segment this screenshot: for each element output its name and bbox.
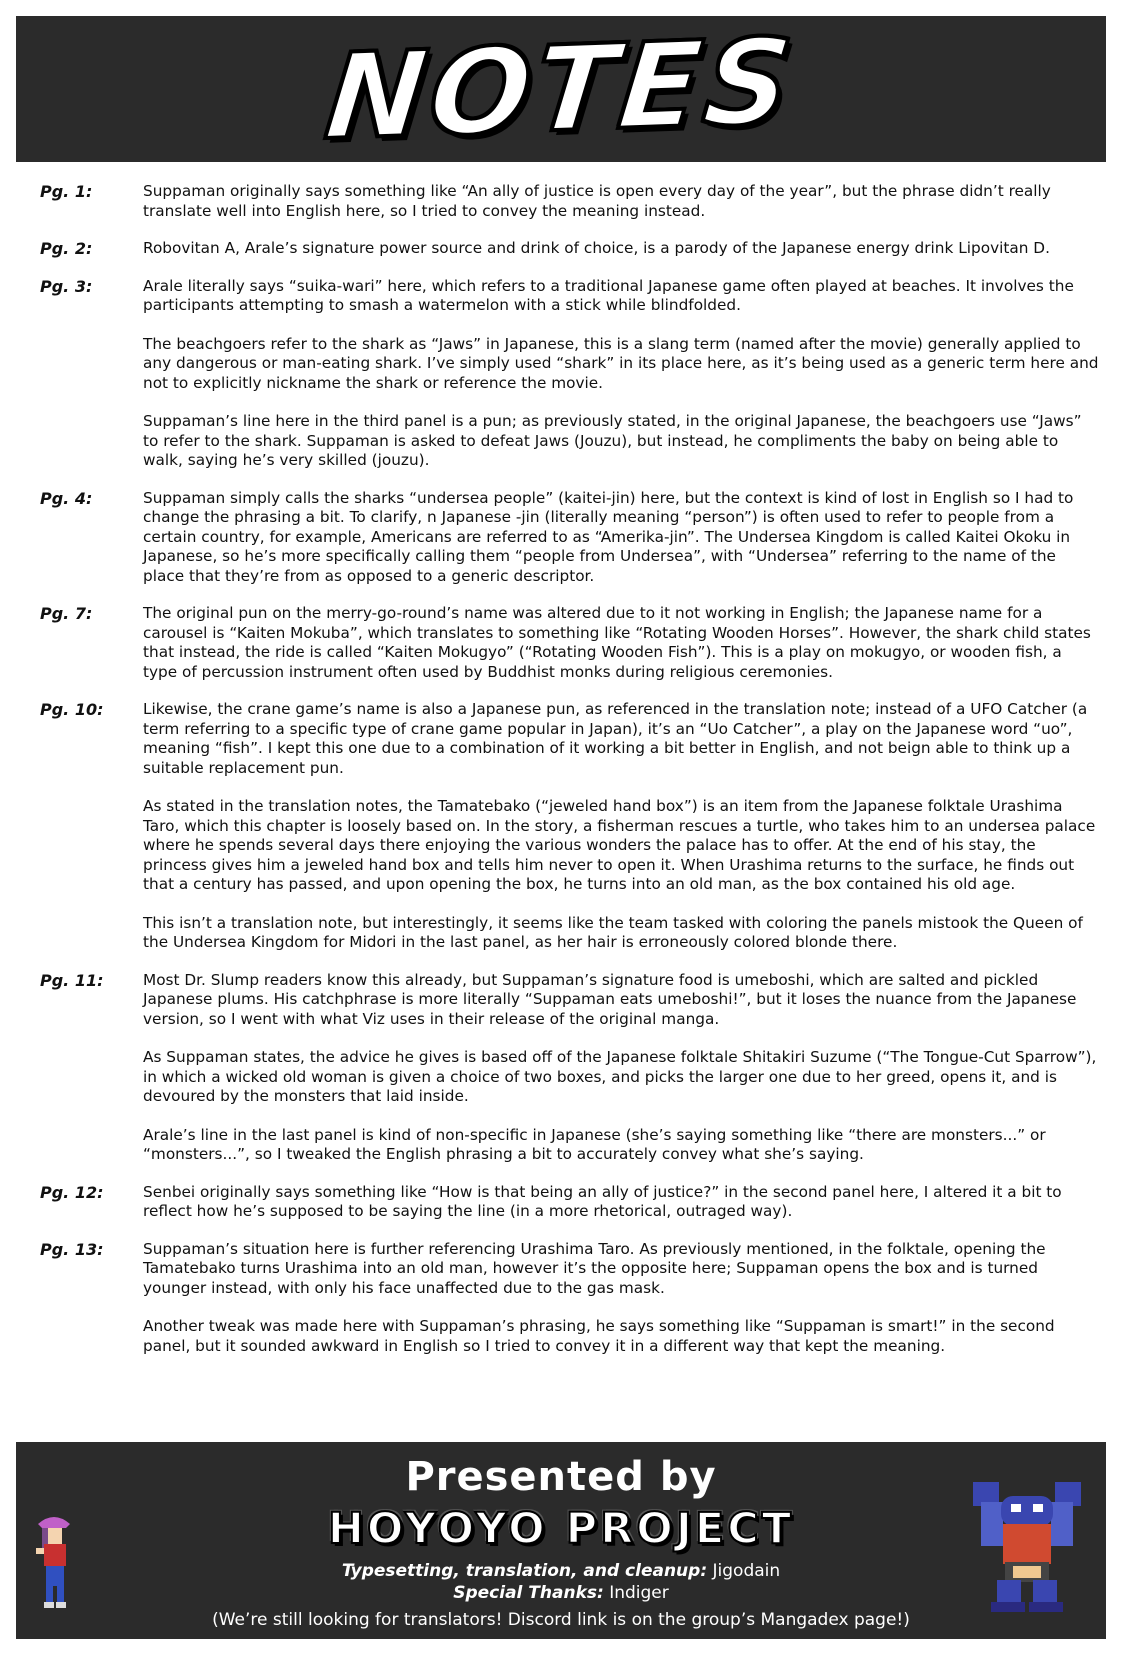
note-paragraph: Most Dr. Slump readers know this already, but Suppaman’s signature food is umeboshi, which are salted and pickled Japanese plums. His catchphrase is more literally “Suppaman eats umeboshi!”, but it loses the nuance from the Japanese version, so I went with what Viz uses in their release of the original manga. [143, 970, 1077, 1028]
note-entry [40, 971, 1100, 1165]
note-page-label: Pg. 10: [40, 700, 104, 719]
note-paragraph: Likewise, the crane game’s name is also a Japanese pun, as referenced in the translation note; instead of a UFO Catcher (a term referring to a specific type of crane game popular in Japan), it’s an “Uo Catcher”, a play on the Japanese word “uo”, meaning “fish”. I kept this one due to a combination of it working a bit better in English, and not beign able to think up a suitable replacement pun. [143, 700, 1088, 777]
note-body [143, 489, 1100, 587]
note-paragraph: Robovitan A, Arale’s signature power source and drink of choice, is a parody of the Japanese energy drink Lipovitan D. [143, 239, 1050, 257]
note-entry [40, 1183, 1100, 1222]
note-page-label: Pg. 2: [40, 239, 93, 258]
note-entry [40, 489, 1100, 587]
note-page-label: Pg. 11: [40, 970, 104, 990]
note-page-label: Pg. 4: [40, 488, 93, 508]
note-page-label: Pg. 3: [40, 276, 93, 296]
credit-label: Typesetting, translation, and cleanup: [341, 1561, 708, 1581]
note-body [143, 277, 1100, 471]
note-paragraph: Senbei originally says something like “How is that being an ally of justice?” in the second panel here, I altered it a bit to reflect how he’s supposed to be saying the line (in a more rhetorical, outraged way). [143, 1182, 1062, 1220]
project-name: HOYOYO PROJECT [327, 1504, 795, 1554]
note-body [143, 239, 1100, 259]
note-body [143, 182, 1100, 221]
thanks-label: Special Thanks: [453, 1583, 604, 1603]
note-entry [40, 277, 1100, 471]
note-paragraph: Suppaman’s line here in the third panel is a pun; as previously stated, in the original Japanese, the beachgoers use “Jaws” to refer to the shark. Suppaman is asked to defeat Jaws (Jouzu), but instead, he compliments the baby on being able to walk, saying he’s very skilled (jouzu). [143, 412, 1082, 469]
thanks-line [16, 1582, 1106, 1604]
presented-by-label: Presented by [405, 1454, 717, 1500]
note-paragraph: Suppaman’s situation here is further referencing Urashima Taro. As previously mentioned, in the folktale, opening the Tamatebako turns Urashima into an old man, however it’s the opposite here; Suppaman opens the box and is turned younger instead, with only his face unaffected due to the gas mask. [143, 1239, 1046, 1297]
note-paragraph: The original pun on the merry-go-round’s name was altered due to it not working in English; the Japanese name for a carousel is “Kaiten Mokuba”, which translates to something like “Rotating Wooden Horses”. However, the shark child states that instead, the ride is called “Kaiten Mokugyo” (“Rotating Wooden Fish”). This is a play on mokugyo, or wooden fish, a type of percussion instrument often used by Buddhist monks during religious ceremonies. [143, 604, 1091, 681]
credits-footer [16, 1442, 1106, 1639]
note-paragraph: As Suppaman states, the advice he gives is based off of the Japanese folktale Shitakiri Suzume (“The Tongue-Cut Sparrow”), in which a wicked old woman is given a choice of two boxes, and picks the larger one due to her greed, opens it, and is devoured by the monsters that laid inside. [143, 1048, 1097, 1105]
note-entry [40, 604, 1100, 682]
note-paragraph: Arale literally says “suika-wari” here, which refers to a traditional Japanese game often played at beaches. It involves the participants attempting to smash a watermelon with a stick while blindfolded. [143, 276, 1074, 314]
note-entry [40, 182, 1100, 221]
note-page-label: Pg. 12: [40, 1182, 104, 1202]
thanks-name: Indiger [609, 1583, 669, 1603]
credit-name: Jigodain [712, 1561, 781, 1581]
note-entry [40, 700, 1100, 953]
note-body [143, 971, 1100, 1165]
note-body [143, 1240, 1100, 1357]
note-entry [40, 1240, 1100, 1357]
notes-header [16, 11, 1106, 167]
note-paragraph: Suppaman simply calls the sharks “undersea people” (kaitei-jin) here, but the context is kind of lost in English so I had to change the phrasing a bit. To clarify, n Japanese -jin (literally meaning “person”) is often used to refer to people from a certain country, for example, Americans are referred to as “Amerika-jin”. The Undersea Kingdom is called Kaitei Okoku in Japanese, so he’s more specifically calling them “people from Undersea”, with “Undersea” referring to the name of the place that they’re from as opposed to a generic descriptor. [143, 488, 1074, 585]
credits-text [16, 1560, 1106, 1604]
note-paragraph: Suppaman originally says something like “An ally of justice is open every day of the year”, but the phrase didn’t really translate well into English here, so I tried to convey the meaning instead. [143, 182, 1051, 220]
note-paragraph: Arale’s line in the last panel is kind of non-specific in Japanese (she’s saying something like “there are monsters...” or “monsters...”, so I tweaked the English phrasing a bit to accurately convey what she’s saying. [143, 1125, 1046, 1163]
note-body [143, 1183, 1100, 1222]
note-paragraph: As stated in the translation notes, the Tamatebako (“jeweled hand box”) is an item from the Japanese folktale Urashima Taro, which this chapter is loosely based on. In the story, a fisherman rescues a turtle, who takes him to an undersea palace where he spends several days there enjoying the various wonders the palace has to offer. At the end of his stay, the princess gives him a jeweled hand box and tells him never to open it. When Urashima returns to the surface, he finds out that a century has passed, and upon opening the box, he turns into an old man, as the box contained his old age. [143, 797, 1096, 893]
page-title: NOTES [320, 11, 802, 167]
note-page-label: Pg. 13: [40, 1239, 104, 1259]
note-page-label: Pg. 1: [40, 182, 93, 201]
recruit-message: (We’re still looking for translators! Discord link is on the group’s Mangadex page!) [212, 1610, 910, 1630]
note-paragraph: Another tweak was made here with Suppaman’s phrasing, he says something like “Suppaman is smart!” in the second panel, but it sounded awkward in English so I tried to convey it in a different way that kept the meaning. [143, 1317, 1055, 1355]
note-paragraph: This isn’t a translation note, but interestingly, it seems like the team tasked with coloring the panels mistook the Queen of the Undersea Kingdom for Midori in the last panel, as her hair is erroneously colored blonde there. [143, 913, 1083, 951]
note-paragraph: The beachgoers refer to the shark as “Jaws” in Japanese, this is a slang term (named after the movie) generally applied to any dangerous or man-eating shark. I’ve simply used “shark” in its place here, as it’s being used as a generic term here and not to explicitly nickname the shark or reference the movie. [143, 334, 1099, 392]
note-body [143, 700, 1100, 953]
notes-list [40, 182, 1100, 1374]
credit-line [16, 1560, 1106, 1582]
note-body [143, 604, 1100, 682]
note-entry [40, 239, 1100, 259]
note-page-label: Pg. 7: [40, 604, 93, 623]
robot-sprite-icon [971, 1476, 1083, 1614]
